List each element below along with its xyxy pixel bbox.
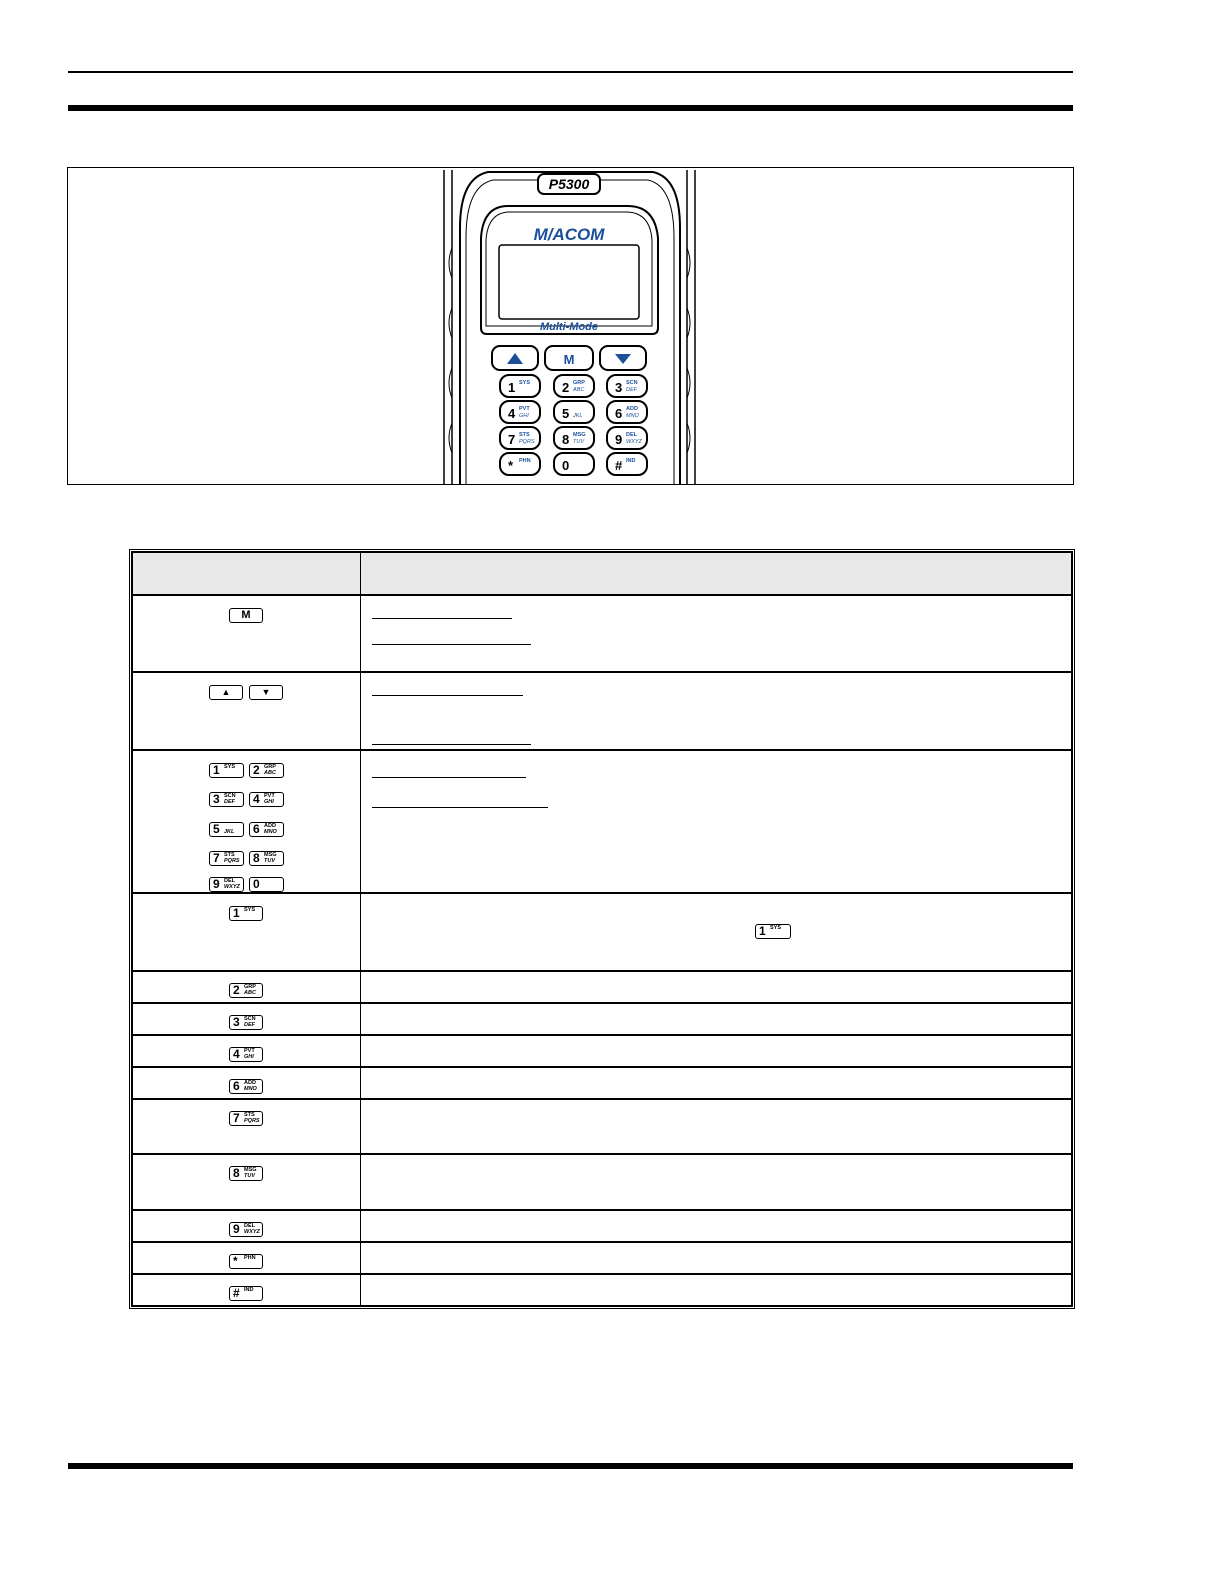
svg-text:IND: IND	[626, 458, 636, 464]
svg-text:M: M	[563, 352, 575, 367]
svg-text:GHI: GHI	[519, 413, 529, 419]
lcd-screen	[499, 245, 639, 319]
svg-text:SYS: SYS	[519, 380, 531, 386]
table-row-key-star	[133, 1241, 1071, 1273]
numeric-key-0-icon: 0	[249, 877, 284, 892]
svg-text:5: 5	[562, 406, 570, 421]
table-row-key-2	[133, 970, 1071, 1002]
svg-text:*: *	[508, 458, 514, 473]
svg-text:PHN: PHN	[519, 458, 531, 464]
key-8-msg-icon: 8 MSG TUV	[229, 1166, 263, 1181]
header-rule-thick	[68, 105, 1073, 111]
svg-text:4: 4	[508, 406, 516, 421]
svg-text:ABC: ABC	[573, 387, 585, 393]
svg-text:JKL: JKL	[573, 413, 583, 419]
svg-text:ADD: ADD	[626, 406, 638, 412]
footer-rule-thick	[68, 1463, 1073, 1469]
radio-figure	[67, 167, 1074, 485]
keypad-key-7[interactable]	[554, 427, 594, 449]
keypad	[500, 375, 647, 475]
table-row-arrows	[133, 671, 1071, 749]
numeric-key-5-icon: 5 JKL	[209, 822, 244, 837]
svg-text:STS: STS	[519, 432, 530, 438]
model-label: P5300	[548, 176, 590, 192]
svg-text:WXYZ: WXYZ	[626, 439, 642, 445]
svg-text:#: #	[615, 458, 623, 473]
keypad-key-8[interactable]	[607, 427, 647, 449]
key-4-pvt-icon: 4 PVT GHI	[229, 1047, 263, 1062]
svg-text:MSG: MSG	[573, 432, 586, 438]
svg-text:GRP: GRP	[573, 380, 585, 386]
svg-text:1: 1	[508, 380, 516, 395]
key-2-grp-icon: 2 GRP ABC	[229, 983, 263, 998]
svg-text:9: 9	[615, 432, 623, 447]
svg-text:8: 8	[562, 432, 570, 447]
svg-text:7: 7	[508, 432, 516, 447]
keypad-key-3[interactable]	[500, 401, 540, 423]
numeric-key-9-icon: 9 DEL WXYZ	[209, 877, 244, 892]
keypad-key-10[interactable]	[554, 453, 594, 475]
table-row-menu	[133, 594, 1071, 671]
numeric-key-8-icon: 8 MSG TUV	[249, 851, 284, 866]
svg-text:2: 2	[562, 380, 570, 395]
table-row-key-9	[133, 1209, 1071, 1241]
header-description-cell	[361, 553, 1071, 594]
key-hash-ind-icon: # IND	[229, 1286, 263, 1301]
table-row-key-4	[133, 1034, 1071, 1066]
svg-text:3: 3	[615, 380, 623, 395]
table-row-key-3	[133, 1002, 1071, 1034]
numeric-key-3-icon: 3 SCN DEF	[209, 792, 244, 807]
keypad-key-1[interactable]	[554, 375, 594, 397]
key-1-sys-icon: 1 SYS	[229, 906, 263, 921]
key-7-sts-icon: 7 STS PQRS	[229, 1111, 263, 1126]
svg-text:6: 6	[615, 406, 623, 421]
svg-text:PQRS: PQRS	[519, 439, 535, 445]
table-header-row	[133, 553, 1071, 594]
table-row-key-7	[133, 1098, 1071, 1153]
brand-logo: M/ACOM	[533, 225, 605, 244]
keypad-key-5[interactable]	[607, 401, 647, 423]
key-3-scn-icon: 3 SCN DEF	[229, 1015, 263, 1030]
svg-text:DEF: DEF	[626, 387, 637, 393]
svg-text:TUV: TUV	[573, 439, 584, 445]
svg-text:PVT: PVT	[519, 406, 530, 412]
keypad-key-0[interactable]	[500, 375, 540, 397]
svg-text:0: 0	[562, 458, 570, 473]
radio-illustration	[68, 168, 1073, 484]
key-star-phn-icon: * PHN	[229, 1254, 263, 1269]
key-6-add-icon: 6 ADD MNO	[229, 1079, 263, 1094]
table-row-key-1	[133, 892, 1071, 970]
keypad-key-11[interactable]	[607, 453, 647, 475]
menu-key-icon: M	[229, 608, 263, 623]
keypad-key-9[interactable]	[500, 453, 540, 475]
key-9-del-icon: 9 DEL WXYZ	[229, 1222, 263, 1237]
table-row-key-hash	[133, 1273, 1071, 1305]
down-arrow-key-icon: ▼	[249, 685, 283, 700]
svg-text:DEL: DEL	[626, 432, 637, 438]
table-row-key-8	[133, 1153, 1071, 1209]
up-arrow-key-icon: ▲	[209, 685, 243, 700]
keypad-key-4[interactable]	[554, 401, 594, 423]
numeric-key-1-icon: 1 SYS	[209, 763, 244, 778]
keypad-key-6[interactable]	[500, 427, 540, 449]
svg-text:MNO: MNO	[626, 413, 639, 419]
numeric-key-7-icon: 7 STS PQRS	[209, 851, 244, 866]
key-1-sys-inline-icon: 1 SYS	[755, 924, 791, 939]
keypad-key-2[interactable]	[607, 375, 647, 397]
numeric-key-2-icon: 2 GRP ABC	[249, 763, 284, 778]
numeric-key-4-icon: 4 PVT GHI	[249, 792, 284, 807]
mode-label: Multi-Mode	[539, 321, 599, 333]
header-rule-thin	[68, 71, 1073, 73]
key-function-table	[131, 551, 1073, 1307]
table-row-key-6	[133, 1066, 1071, 1098]
numeric-key-6-icon: 6 ADD MNO	[249, 822, 284, 837]
svg-text:SCN: SCN	[626, 380, 638, 386]
table-row-numeric-keys	[133, 749, 1071, 892]
header-key-cell	[133, 553, 361, 594]
